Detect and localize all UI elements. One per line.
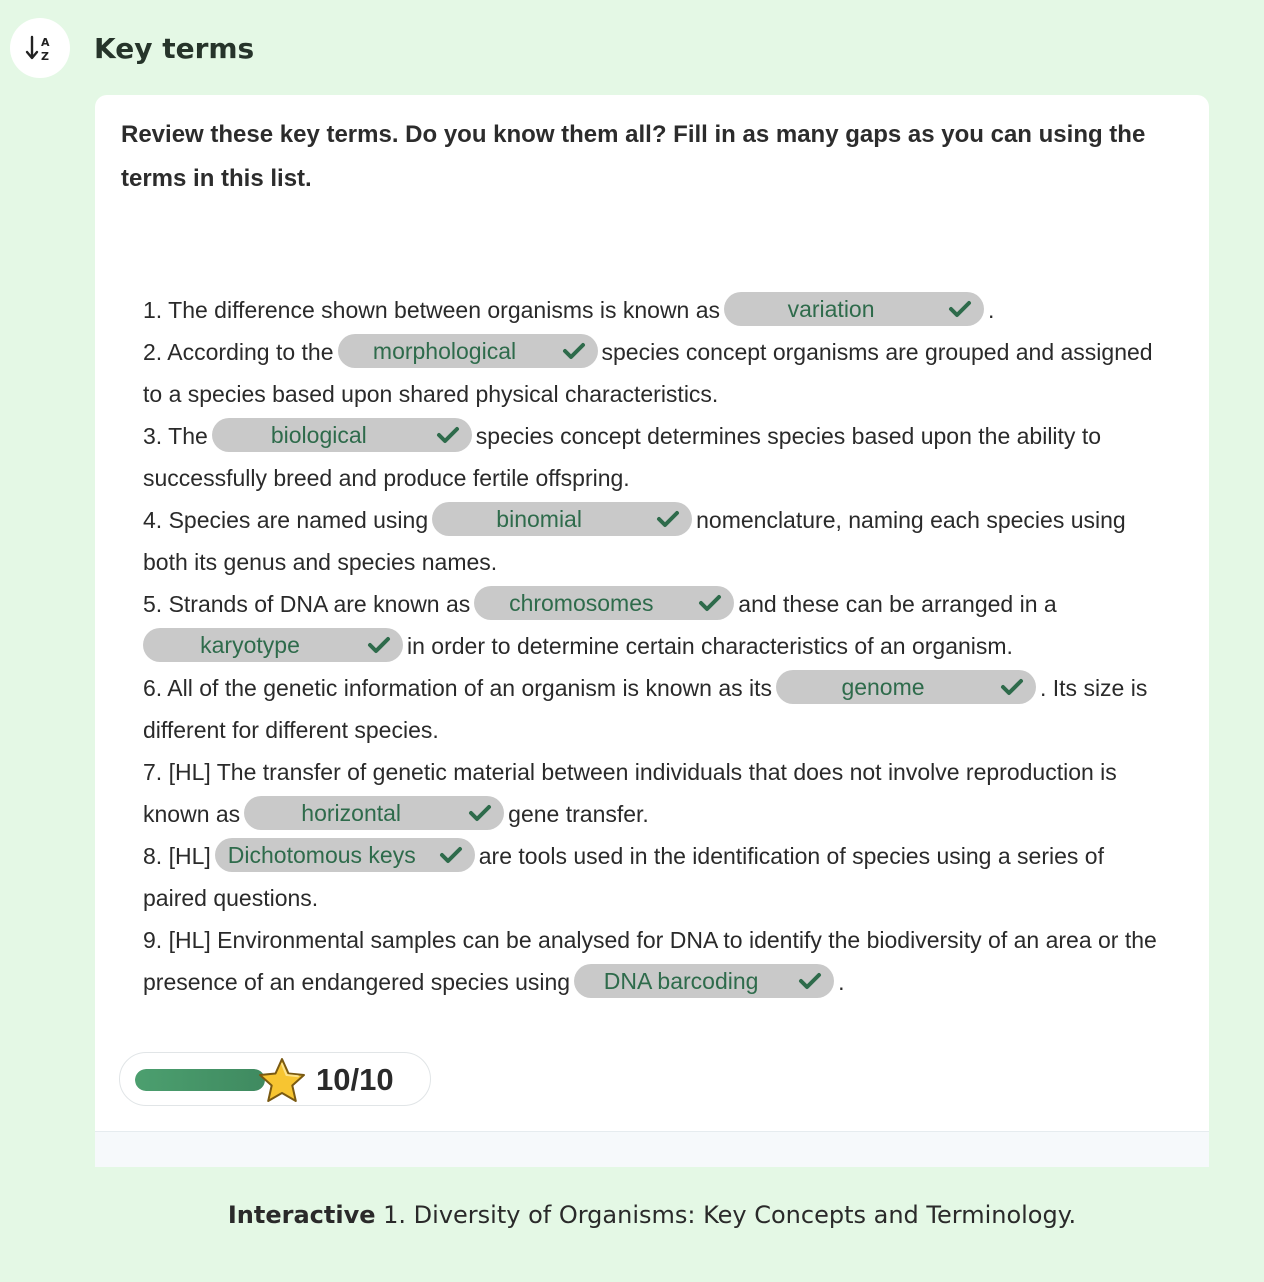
question-1: 1. The difference shown between organisms is known as variation .	[143, 289, 1173, 331]
progress-fill	[135, 1069, 265, 1091]
check-icon	[439, 846, 463, 864]
question-7: 7. [HL] The transfer of genetic material between individuals that does not involve reproduction is known as horizontal gene transfer.	[143, 751, 1173, 835]
answer-gap[interactable]: Dichotomous keys	[215, 838, 475, 872]
check-icon	[468, 804, 492, 822]
card-footer	[95, 1131, 1209, 1167]
check-icon	[367, 636, 391, 654]
question-2: 2. According to the morphological species concept organisms are grouped and assigned to a species based upon shared physical characteristics.	[143, 331, 1173, 415]
check-icon	[436, 426, 460, 444]
figure-caption	[0, 1201, 1264, 1229]
answer-gap[interactable]: binomial	[432, 502, 692, 536]
check-icon	[562, 342, 586, 360]
question-8: 8. [HL] Dichotomous keys are tools used in the identification of species using a series of paired questions.	[143, 835, 1173, 919]
question-9: 9. [HL] Environmental samples can be analysed for DNA to identify the biodiversity of an area or the presence of an endangered species using DNA barcoding .	[143, 919, 1173, 1003]
question-5: 5. Strands of DNA are known as chromosomes and these can be arranged in a karyotype in order to determine certain characteristics of an organism.	[143, 583, 1173, 667]
question-6: 6. All of the genetic information of an organism is known as its genome . Its size is different for different species.	[143, 667, 1173, 751]
check-icon	[1000, 678, 1024, 696]
check-icon	[656, 510, 680, 528]
check-icon	[698, 594, 722, 612]
question-3: 3. The biological species concept determines species based upon the ability to successfully breed and produce fertile offspring.	[143, 415, 1173, 499]
score-indicator	[119, 1052, 431, 1106]
answer-gap[interactable]: morphological	[338, 334, 598, 368]
caption-text: 1. Diversity of Organisms: Key Concepts and Terminology.	[383, 1201, 1077, 1229]
answer-gap[interactable]: genome	[776, 670, 1036, 704]
svg-text:A: A	[41, 36, 50, 49]
star-icon	[256, 1056, 308, 1106]
answer-gap[interactable]: DNA barcoding	[574, 964, 834, 998]
question-4: 4. Species are named using binomial nomenclature, naming each species using both its genus and species names.	[143, 499, 1173, 583]
check-icon	[948, 300, 972, 318]
answer-gap[interactable]: horizontal	[244, 796, 504, 830]
check-icon	[798, 972, 822, 990]
sort-a-z-icon[interactable]	[10, 18, 70, 78]
answer-gap[interactable]: chromosomes	[474, 586, 734, 620]
question-list	[143, 289, 1173, 1003]
caption-label: Interactive	[227, 1201, 376, 1229]
progress-bar	[135, 1069, 265, 1091]
instructions: Review these key terms. Do you know them all? Fill in as many gaps as you can using the terms in this list.	[121, 121, 1146, 192]
score-text: 10/10	[316, 1062, 394, 1097]
exercise-card	[95, 95, 1209, 1167]
section-title: Key terms	[94, 32, 255, 65]
answer-gap[interactable]: variation	[724, 292, 984, 326]
svg-text:Z: Z	[41, 50, 49, 62]
answer-gap[interactable]: biological	[212, 418, 472, 452]
answer-gap[interactable]: karyotype	[143, 628, 403, 662]
